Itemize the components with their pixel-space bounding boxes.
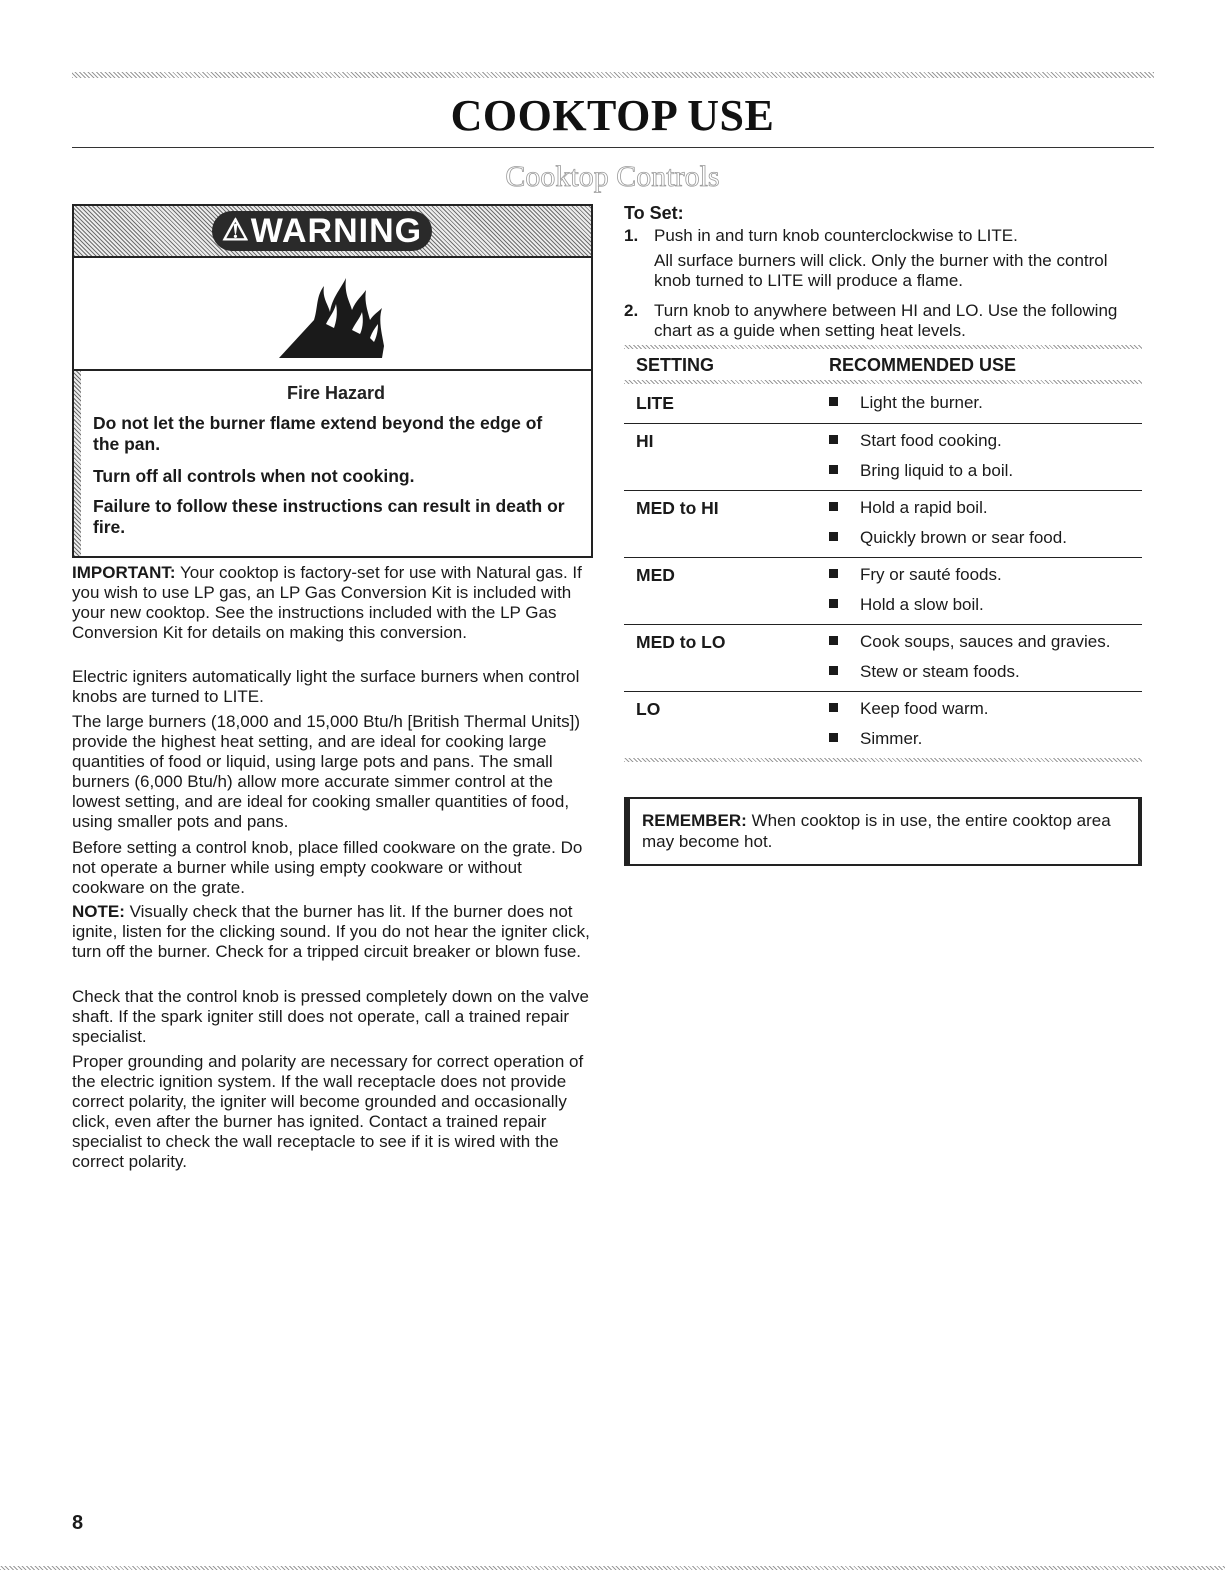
important-label: IMPORTANT:	[72, 563, 176, 582]
warning-banner	[74, 206, 591, 256]
bullet-icon	[829, 569, 838, 578]
use-item: Cook soups, sauces and gravies.	[829, 632, 1110, 652]
bullet-icon	[829, 502, 838, 511]
burners-paragraph: The large burners (18,000 and 15,000 Btu/h [British Thermal Units]) provide the highest heat setting, and are ideal for cooking large quantities of food or liquid, using large pots and pans. The small burners (6,000 Btu/h) allow more accurate simmer control at the lowest setting, and are ideal for cooking smaller quantities of food, using smaller pots and pans.	[72, 712, 581, 831]
bullet-icon	[829, 666, 838, 675]
bullet-icon	[829, 435, 838, 444]
setting-cell: MED	[636, 565, 675, 585]
title-rule	[72, 147, 1154, 148]
page-number: 8	[72, 1512, 84, 1534]
bullet-icon	[829, 703, 838, 712]
igniters-paragraph: Electric igniters automatically light the surface burners when control knobs are turned to LITE.	[72, 667, 580, 706]
warning-box	[72, 204, 593, 558]
bullet-icon	[829, 599, 838, 608]
warning-word: WARNING	[250, 211, 423, 250]
use-item: Keep food warm.	[829, 699, 989, 719]
important-paragraph	[72, 563, 592, 643]
bullet-icon	[829, 636, 838, 645]
step-number: 1.	[624, 226, 639, 245]
recommended-use-column-header: RECOMMENDED USE	[829, 355, 1017, 375]
row-divider	[624, 624, 1142, 625]
before-setting-paragraph: Before setting a control knob, place filled cookware on the grate. Do not operate a burner while using empty cookware or without cookware on the grate.	[72, 838, 583, 897]
bullet-icon	[829, 733, 838, 742]
check-knob-paragraph: Check that the control knob is pressed completely down on the valve shaft. If the spark igniter still does not operate, call a trained repair specialist.	[72, 987, 589, 1046]
hazard-pictogram-area	[74, 256, 591, 371]
setting-cell: MED to HI	[636, 498, 719, 518]
bullet-icon	[829, 532, 838, 541]
setting-cell: HI	[636, 431, 654, 451]
hazard-title: Fire Hazard	[286, 383, 386, 403]
row-divider	[624, 557, 1142, 558]
note-paragraph	[72, 902, 592, 962]
use-item: Stew or steam foods.	[829, 662, 1020, 682]
note-label: NOTE:	[72, 902, 125, 921]
warning-label	[212, 211, 432, 251]
row-divider	[624, 691, 1142, 692]
use-item: Light the burner.	[829, 393, 983, 413]
warning-line: Do not let the burner flame extend beyond the edge of the pan.	[93, 413, 543, 454]
row-divider	[624, 423, 1142, 424]
step-subtext: All surface burners will click. Only the burner with the control knob turned to LITE will produce a flame.	[654, 251, 1108, 290]
fire-icon	[274, 268, 394, 363]
bullet-icon	[829, 397, 838, 406]
use-item: Simmer.	[829, 729, 922, 749]
step-text: Push in and turn knob counterclockwise to LITE.	[654, 226, 1018, 245]
setting-cell: MED to LO	[636, 632, 726, 652]
table-header-rule	[624, 380, 1142, 384]
use-item: Bring liquid to a boil.	[829, 461, 1013, 481]
table-top-rule	[624, 345, 1142, 349]
use-item: Hold a rapid boil.	[829, 498, 988, 518]
top-hatched-rule	[72, 72, 1154, 78]
use-item: Hold a slow boil.	[829, 595, 984, 615]
warning-message	[74, 371, 591, 556]
setting-cell: LITE	[636, 393, 674, 413]
use-item: Quickly brown or sear food.	[829, 528, 1067, 548]
to-set-heading: To Set:	[624, 203, 684, 223]
page-title: COOKTOP USE	[450, 91, 775, 140]
warning-line: Failure to follow these instructions can result in death or fire.	[93, 496, 565, 537]
warning-triangle-icon: ⚠	[221, 214, 249, 247]
step-text: Turn knob to anywhere between HI and LO. Use the following chart as a guide when setting heat levels.	[654, 301, 1118, 340]
grounding-paragraph: Proper grounding and polarity are necessary for correct operation of the electric ignition system. If the wall receptacle does not provide correct polarity, the igniter will become grounded and occasionally click, even after the burner has ignited. Contact a trained repair specialist to check the wall receptacle to see if it is wired with the correct polarity.	[72, 1052, 584, 1171]
section-title: Cooktop Controls	[505, 160, 720, 193]
warning-line: Turn off all controls when not cooking.	[93, 466, 415, 486]
bullet-icon	[829, 465, 838, 474]
use-item: Start food cooking.	[829, 431, 1002, 451]
setting-cell: LO	[636, 699, 661, 719]
remember-label: REMEMBER:	[642, 811, 747, 830]
note-text: Visually check that the burner has lit. If the burner does not ignite, listen for the clicking sound. If you do not hear the igniter click, turn off the burner. Check for a tripped circuit breaker or blown fuse.	[72, 902, 590, 961]
row-divider	[624, 490, 1142, 491]
step-number: 2.	[624, 301, 639, 320]
setting-column-header: SETTING	[636, 355, 715, 375]
important-text: Your cooktop is factory-set for use with Natural gas. If you wish to use LP gas, an LP Gas Conversion Kit is included with your new cooktop. See the instructions included with the LP Gas Conversion Kit for details on making this conversion.	[72, 563, 582, 642]
remember-text: REMEMBER: When cooktop is in use, the entire cooktop area may become hot.	[642, 811, 1111, 851]
use-item: Fry or sauté foods.	[829, 565, 1002, 585]
bottom-hatched-rule	[0, 1566, 1225, 1570]
table-bottom-rule	[624, 758, 1142, 762]
remember-box	[624, 797, 1142, 866]
